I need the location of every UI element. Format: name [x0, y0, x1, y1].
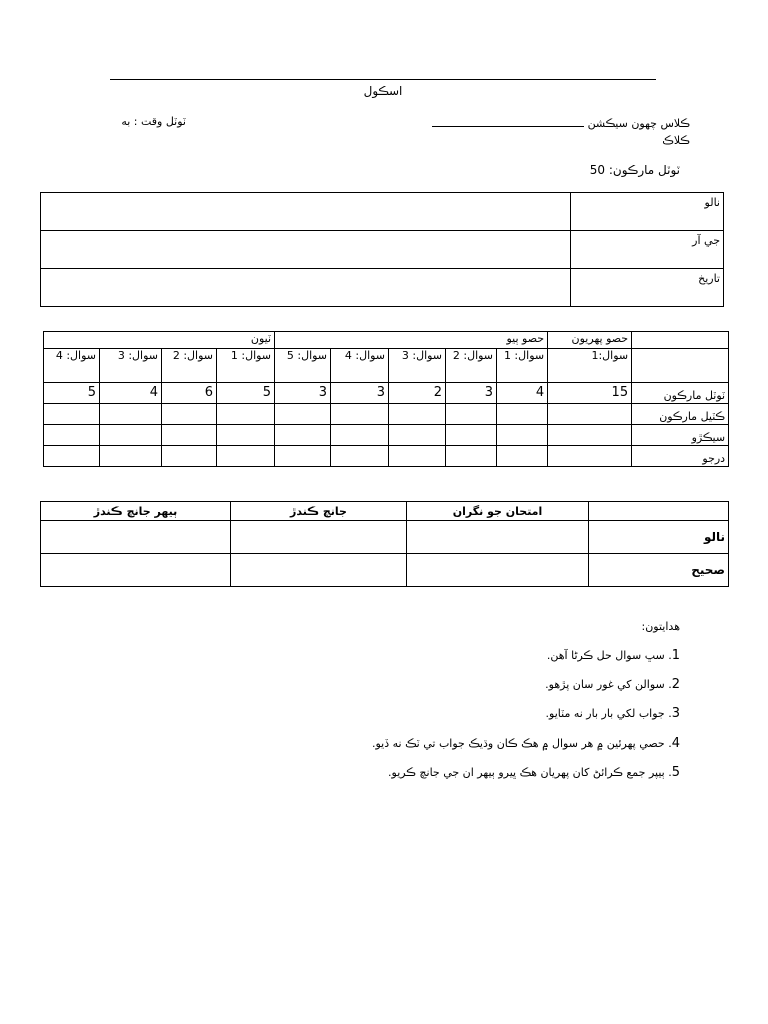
grade-row — [44, 446, 729, 467]
question-header: سوال:1 — [548, 349, 632, 383]
instruction-text: . سوالن کي غور سان پڙهو. — [545, 678, 672, 691]
empty-cell[interactable] — [331, 425, 389, 446]
question-header: سوال: 2 — [162, 349, 217, 383]
empty-cell[interactable] — [217, 404, 275, 425]
empty-cell[interactable] — [446, 425, 497, 446]
blank-header — [632, 349, 729, 383]
empty-cell[interactable] — [217, 425, 275, 446]
info-row-date — [41, 269, 724, 307]
corner-cell — [632, 332, 729, 349]
signature-name-row — [41, 521, 729, 554]
instruction-item — [180, 736, 680, 751]
instruction-number: 4 — [671, 736, 680, 751]
percentage-row — [44, 425, 729, 446]
instruction-number: 5 — [671, 765, 680, 780]
obtained-marks-row — [44, 404, 729, 425]
instruction-number: 3 — [671, 706, 680, 721]
total-mark-cell: 3 — [331, 383, 389, 404]
empty-cell[interactable] — [446, 446, 497, 467]
empty-cell[interactable] — [548, 425, 632, 446]
total-mark-cell: 6 — [162, 383, 217, 404]
instruction-number: 2 — [671, 677, 680, 692]
empty-cell[interactable] — [44, 446, 100, 467]
question-header: سوال: 2 — [446, 349, 497, 383]
class-section-blank — [432, 115, 584, 127]
rechecker-header: ٻيهر جانچ ڪندڙ — [41, 502, 231, 521]
total-time: ٽوٽل وقت : به — [121, 115, 186, 128]
empty-cell[interactable] — [231, 554, 407, 587]
empty-cell[interactable] — [162, 425, 217, 446]
grade-label: درجو — [632, 446, 729, 467]
total-mark-cell: 5 — [217, 383, 275, 404]
name-label: نالو — [571, 193, 724, 231]
info-row-name — [41, 193, 724, 231]
empty-cell[interactable] — [407, 554, 589, 587]
empty-cell[interactable] — [217, 446, 275, 467]
signature-sign-row — [41, 554, 729, 587]
instruction-item — [180, 765, 680, 780]
empty-cell[interactable] — [331, 446, 389, 467]
empty-cell[interactable] — [389, 404, 446, 425]
questions-row — [44, 349, 729, 383]
class-section-tail: ڪلاڪ — [662, 134, 690, 147]
instructions-title: هدايتون: — [641, 620, 680, 633]
signature-name-label: نالو — [589, 521, 729, 554]
empty-cell[interactable] — [162, 446, 217, 467]
school-name-line — [110, 79, 656, 80]
instruction-item — [180, 677, 680, 692]
date-blank[interactable] — [41, 269, 571, 307]
total-mark-cell: 15 — [548, 383, 632, 404]
corner-cell — [589, 502, 729, 521]
empty-cell[interactable] — [41, 521, 231, 554]
percentage-label: سيڪڙو — [632, 425, 729, 446]
empty-cell[interactable] — [497, 446, 548, 467]
section-one: حصو پهريون — [548, 332, 632, 349]
instruction-text: . سڀ سوال حل ڪرڻا آهن. — [546, 649, 672, 662]
empty-cell[interactable] — [275, 446, 331, 467]
name-blank[interactable] — [41, 193, 571, 231]
total-mark-cell: 3 — [275, 383, 331, 404]
gr-blank[interactable] — [41, 231, 571, 269]
invigilator-header: امتحان جو نگران — [407, 502, 589, 521]
empty-cell[interactable] — [446, 404, 497, 425]
empty-cell[interactable] — [548, 404, 632, 425]
empty-cell[interactable] — [275, 425, 331, 446]
empty-cell[interactable] — [100, 404, 162, 425]
instruction-text: . جواب لکي بار بار نه مٽايو. — [545, 707, 672, 720]
section-three: ٽيون — [44, 332, 275, 349]
total-mark-cell: 4 — [100, 383, 162, 404]
empty-cell[interactable] — [389, 446, 446, 467]
class-section-label: ڪلاس چهون سيڪشن — [587, 117, 690, 130]
instruction-item — [180, 706, 680, 721]
signature-sign-label: صحيح — [589, 554, 729, 587]
empty-cell[interactable] — [407, 521, 589, 554]
instruction-text: . ٻيپر جمع ڪرائڻ کان پهريان هڪ ڀيرو ٻيهر ان جي جانچ ڪريو. — [388, 766, 672, 779]
empty-cell[interactable] — [497, 404, 548, 425]
total-marks: ٽوٽل مارڪون: 50 — [589, 163, 680, 177]
instruction-text: . حصي پهرئين ۾ هر سوال ۾ هڪ ڪان وڌيڪ جواب تي ٽڪ نه ڏيو. — [371, 737, 672, 750]
info-row-gr — [41, 231, 724, 269]
section-two: حصو ٻيو — [275, 332, 548, 349]
question-header: سوال: 1 — [217, 349, 275, 383]
total-mark-cell: 2 — [389, 383, 446, 404]
empty-cell[interactable] — [100, 446, 162, 467]
empty-cell[interactable] — [331, 404, 389, 425]
empty-cell[interactable] — [497, 425, 548, 446]
empty-cell[interactable] — [162, 404, 217, 425]
question-header: سوال: 3 — [100, 349, 162, 383]
question-header: سوال: 4 — [331, 349, 389, 383]
total-mark-cell: 4 — [497, 383, 548, 404]
checker-header: جانچ ڪندڙ — [231, 502, 407, 521]
class-section-field — [400, 115, 690, 149]
question-header: سوال: 5 — [275, 349, 331, 383]
question-header: سوال: 1 — [497, 349, 548, 383]
gr-label: جي آر — [571, 231, 724, 269]
empty-cell[interactable] — [231, 521, 407, 554]
obtained-marks-label: ڪٽيل مارڪون — [632, 404, 729, 425]
total-mark-cell: 3 — [446, 383, 497, 404]
instruction-item — [180, 648, 680, 663]
total-mark-cell: 5 — [44, 383, 100, 404]
date-label: تاريخ — [571, 269, 724, 307]
signature-table — [40, 501, 729, 587]
school-label: اسڪول — [363, 84, 403, 98]
empty-cell[interactable] — [548, 446, 632, 467]
instruction-number: 1 — [671, 648, 680, 663]
empty-cell[interactable] — [275, 404, 331, 425]
marks-table — [43, 331, 729, 467]
empty-cell[interactable] — [389, 425, 446, 446]
total-marks-row — [44, 383, 729, 404]
empty-cell[interactable] — [100, 425, 162, 446]
sections-row — [44, 332, 729, 349]
question-header: سوال: 4 — [44, 349, 100, 383]
empty-cell[interactable] — [44, 425, 100, 446]
total-marks-label: ٽوٽل مارڪون — [632, 383, 729, 404]
signature-header-row — [41, 502, 729, 521]
student-info-table — [40, 192, 724, 307]
empty-cell[interactable] — [41, 554, 231, 587]
empty-cell[interactable] — [44, 404, 100, 425]
question-header: سوال: 3 — [389, 349, 446, 383]
